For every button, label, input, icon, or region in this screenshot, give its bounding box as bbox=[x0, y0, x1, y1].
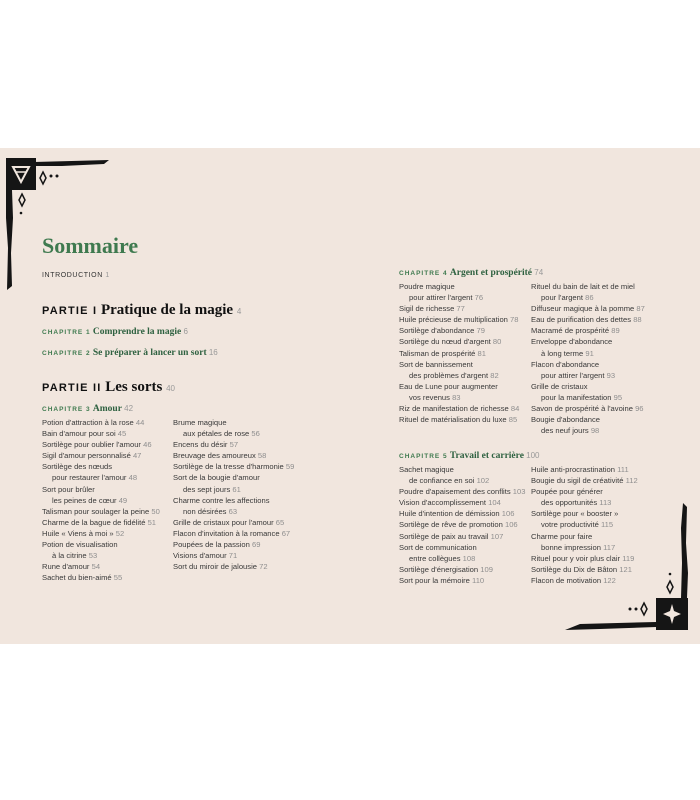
toc-entry bbox=[399, 392, 519, 403]
toc-entry-title: Bougie du sigil de créativité bbox=[531, 476, 624, 486]
toc-entry-title: Charme de la bague de fidélité bbox=[42, 517, 146, 527]
toc-entry-page: 102 bbox=[476, 476, 490, 486]
toc-entry-title: des problèmes d'argent bbox=[409, 370, 489, 380]
toc-entry bbox=[399, 486, 525, 497]
toc-entry-title: Breuvage des amoureux bbox=[173, 451, 256, 461]
toc-entry bbox=[531, 281, 645, 292]
toc-entry-title: Savon de prospérité à l'avoine bbox=[531, 404, 633, 414]
toc-entry bbox=[531, 486, 638, 497]
toc-entry bbox=[531, 392, 645, 403]
toc-entry bbox=[173, 439, 294, 450]
toc-entry-page: 57 bbox=[229, 440, 239, 450]
chapter-2-heading bbox=[42, 348, 218, 358]
toc-entry-title: des neuf jours bbox=[541, 426, 589, 436]
toc-entry-title: des sept jours bbox=[183, 484, 231, 494]
toc-entry-title: non désirées bbox=[183, 506, 227, 516]
chapter-3-entries-col2 bbox=[173, 417, 294, 572]
toc-entry-page: 50 bbox=[151, 506, 160, 516]
introduction-label: INTRODUCTION bbox=[42, 272, 103, 279]
chapter-page: 74 bbox=[534, 268, 544, 277]
toc-entry-page: 89 bbox=[611, 326, 620, 336]
toc-entry bbox=[399, 325, 519, 336]
toc-entry-title: Huile « Viens à moi » bbox=[42, 528, 114, 538]
chapter-name: Se préparer à lancer un sort bbox=[92, 348, 207, 358]
toc-entry-page: 80 bbox=[492, 337, 502, 347]
toc-entry-title: Sortilège des nœuds bbox=[42, 462, 113, 472]
toc-entry-page: 69 bbox=[251, 540, 261, 550]
toc-entry bbox=[173, 450, 294, 461]
toc-entry-title: Eau de purification des dettes bbox=[531, 315, 632, 325]
toc-entry bbox=[173, 550, 294, 561]
introduction-page: 1 bbox=[105, 272, 110, 279]
part-page: 40 bbox=[166, 384, 175, 393]
toc-entry-page: 83 bbox=[452, 392, 461, 402]
toc-entry-page: 103 bbox=[512, 487, 526, 497]
toc-entry bbox=[399, 370, 519, 381]
toc-entry-page: 47 bbox=[132, 451, 142, 461]
toc-entry-title: Sortilège du nœud d'argent bbox=[399, 337, 491, 347]
toc-entry-title: pour l'argent bbox=[541, 293, 583, 303]
part-name: Les sorts bbox=[105, 379, 163, 395]
toc-entry bbox=[399, 464, 525, 475]
toc-entry-title: des opportunités bbox=[541, 498, 598, 508]
chapter-page: 6 bbox=[183, 327, 188, 336]
introduction-entry bbox=[42, 272, 110, 279]
part-2-heading bbox=[42, 379, 175, 396]
toc-entry-page: 55 bbox=[113, 573, 123, 583]
chapter-4-entries-col1 bbox=[399, 281, 519, 425]
toc-entry-page: 78 bbox=[510, 315, 519, 325]
toc-entry bbox=[42, 450, 160, 461]
toc-entry-title: Rituel pour y voir plus clair bbox=[531, 553, 621, 563]
toc-entry-title: Poudre magique bbox=[399, 282, 455, 291]
toc-entry bbox=[399, 381, 519, 392]
toc-entry-title: entre collègues bbox=[409, 553, 461, 563]
toc-entry-title: Sort pour brûler bbox=[42, 484, 95, 494]
toc-entry-title: aux pétales de rose bbox=[183, 429, 250, 439]
toc-entry-title: Sortilège d'abondance bbox=[399, 326, 475, 336]
toc-entry-title: Bain d'amour pour soi bbox=[42, 429, 116, 439]
toc-entry-title: pour attirer l'argent bbox=[541, 370, 605, 380]
toc-entry bbox=[531, 497, 638, 508]
toc-entry-title: Sigil de richesse bbox=[399, 304, 455, 314]
chapter-4-heading bbox=[399, 268, 543, 278]
chapter-label: CHAPITRE 5 bbox=[399, 453, 448, 460]
toc-entry-title: votre productivité bbox=[541, 520, 599, 530]
toc-entry bbox=[399, 336, 519, 347]
toc-entry-title: Rituel de matérialisation du luxe bbox=[399, 415, 507, 425]
toc-entry-page: 95 bbox=[613, 392, 623, 402]
toc-entry-title: bonne impression bbox=[541, 542, 601, 552]
toc-entry-page: 117 bbox=[603, 542, 616, 552]
toc-entry bbox=[399, 292, 519, 303]
toc-entry-page: 93 bbox=[606, 370, 616, 380]
toc-entry bbox=[399, 403, 519, 414]
chapter-name: Travail et carrière bbox=[449, 451, 524, 461]
toc-entry bbox=[42, 550, 160, 561]
chapter-name: Argent et prospérité bbox=[449, 268, 533, 278]
toc-entry bbox=[531, 292, 645, 303]
toc-entry-page: 98 bbox=[590, 426, 600, 436]
toc-entry-page: 82 bbox=[490, 370, 499, 380]
toc-entry-title: Sort de communication bbox=[399, 542, 477, 552]
toc-entry bbox=[173, 472, 294, 483]
toc-entry-title: Grille de cristaux pour l'amour bbox=[173, 517, 274, 527]
chapter-4-entries-col2 bbox=[531, 281, 645, 436]
toc-entry-page: 67 bbox=[281, 528, 291, 538]
toc-entry-title: les peines de cœur bbox=[52, 495, 117, 505]
toc-entry bbox=[531, 542, 638, 553]
toc-entry-page: 81 bbox=[477, 348, 486, 358]
toc-entry-page: 71 bbox=[228, 551, 238, 561]
toc-entry bbox=[42, 572, 160, 583]
toc-entry-title: Sigil d'amour personnalisé bbox=[42, 451, 131, 461]
toc-entry bbox=[531, 575, 638, 586]
toc-entry-page: 84 bbox=[510, 404, 520, 414]
toc-entry bbox=[531, 359, 645, 370]
toc-entry-page: 104 bbox=[488, 498, 501, 508]
toc-entry bbox=[399, 303, 519, 314]
toc-entry bbox=[531, 508, 638, 519]
chapter-name: Comprendre la magie bbox=[92, 327, 182, 337]
toc-entry-title: Sortilège de rêve de promotion bbox=[399, 520, 503, 530]
toc-entry-title: Flacon d'invitation à la romance bbox=[173, 528, 280, 538]
toc-entry-title: Sortilège pour oublier l'amour bbox=[42, 440, 141, 450]
toc-entry-title: Sort de bannissement bbox=[399, 359, 473, 369]
toc-entry bbox=[531, 564, 638, 575]
chapter-name: Amour bbox=[92, 404, 122, 414]
toc-entry-page: 108 bbox=[462, 553, 476, 563]
toc-entry-title: Sort de la bougie d'amour bbox=[173, 473, 260, 483]
chapter-3-heading bbox=[42, 404, 133, 414]
toc-entry-title: Visions d'amour bbox=[173, 551, 227, 561]
toc-entry bbox=[42, 561, 160, 572]
toc-entry-page: 56 bbox=[251, 429, 260, 439]
toc-entry bbox=[399, 542, 525, 553]
toc-entry bbox=[531, 370, 645, 381]
toc-entry-title: Rituel du bain de lait et de miel bbox=[531, 282, 635, 291]
toc-entry bbox=[531, 303, 645, 314]
chapter-page: 100 bbox=[526, 451, 540, 460]
toc-entry-title: Sortilège pour « booster » bbox=[531, 509, 619, 519]
toc-entry bbox=[531, 403, 645, 414]
toc-entry bbox=[173, 517, 294, 528]
toc-entry-title: Talisman pour soulager la peine bbox=[42, 506, 150, 516]
toc-entry-page: 65 bbox=[275, 517, 285, 527]
toc-entry bbox=[531, 531, 638, 542]
toc-entry bbox=[42, 461, 160, 472]
toc-entry bbox=[399, 497, 525, 508]
toc-entry-title: Potion d'attraction à la rose bbox=[42, 418, 134, 427]
toc-entry-page: 110 bbox=[472, 575, 485, 585]
toc-entry-page: 112 bbox=[625, 476, 638, 486]
toc-entry-title: Huile précieuse de multiplication bbox=[399, 315, 508, 325]
toc-entry-page: 91 bbox=[585, 348, 594, 358]
toc-entry-page: 106 bbox=[504, 520, 518, 530]
toc-entry bbox=[173, 561, 294, 572]
toc-entry-page: 121 bbox=[619, 564, 632, 574]
toc-entry-page: 58 bbox=[257, 451, 267, 461]
chapter-label: CHAPITRE 4 bbox=[399, 270, 448, 277]
chapter-label: CHAPITRE 1 bbox=[42, 329, 91, 336]
toc-entry-title: Vision d'accomplissement bbox=[399, 498, 486, 508]
toc-entry-title: Sortilège de paix au travail bbox=[399, 531, 489, 541]
toc-entry-title: Macramé de prospérité bbox=[531, 326, 610, 336]
toc-entry-title: pour la manifestation bbox=[541, 392, 612, 402]
toc-entry bbox=[42, 528, 160, 539]
toc-entry bbox=[173, 539, 294, 550]
toc-entry-title: pour restaurer l'amour bbox=[52, 473, 127, 483]
toc-entry-title: pour attirer l'argent bbox=[409, 293, 473, 303]
toc-entry-title: Bougie d'abondance bbox=[531, 415, 601, 425]
toc-entry-page: 119 bbox=[622, 553, 635, 563]
toc-entry bbox=[531, 336, 645, 347]
toc-entry bbox=[531, 464, 638, 475]
toc-entry-page: 96 bbox=[635, 404, 644, 414]
toc-entry-page: 79 bbox=[476, 326, 485, 336]
toc-entry bbox=[399, 348, 519, 359]
toc-entry bbox=[42, 439, 160, 450]
toc-entry bbox=[42, 472, 160, 483]
toc-entry bbox=[531, 553, 638, 564]
toc-entry bbox=[42, 417, 160, 428]
toc-entry bbox=[399, 475, 525, 486]
toc-entry-title: de confiance en soi bbox=[409, 476, 475, 486]
toc-entry-page: 106 bbox=[501, 509, 515, 519]
toc-entry-page: 107 bbox=[490, 531, 504, 541]
toc-entry-page: 76 bbox=[474, 293, 484, 303]
toc-entry bbox=[399, 519, 525, 530]
chapter-3-entries-col1 bbox=[42, 417, 160, 583]
toc-entry bbox=[173, 495, 294, 506]
toc-entry-page: 72 bbox=[259, 562, 268, 572]
toc-entry-title: Poupée pour générer bbox=[531, 487, 603, 497]
toc-entry-title: Sachet magique bbox=[399, 465, 454, 474]
toc-entry-title: Sortilège de la tresse d'harmonie bbox=[173, 462, 284, 472]
toc-entry-title: Sortilège du Dix de Bâton bbox=[531, 564, 618, 574]
toc-entry-page: 122 bbox=[603, 575, 616, 585]
toc-entry-page: 52 bbox=[115, 528, 125, 538]
toc-entry bbox=[531, 348, 645, 359]
chapter-label: CHAPITRE 2 bbox=[42, 350, 91, 357]
toc-entry-title: Talisman de prospérité bbox=[399, 348, 476, 358]
toc-entry-page: 59 bbox=[285, 462, 295, 472]
toc-entry-title: Sort du miroir de jalousie bbox=[173, 562, 257, 572]
toc-entry-page: 88 bbox=[633, 315, 642, 325]
toc-entry-page: 48 bbox=[128, 473, 138, 483]
part-1-heading bbox=[42, 302, 241, 319]
toc-entry bbox=[531, 475, 638, 486]
toc-entry bbox=[42, 428, 160, 439]
toc-entry bbox=[531, 425, 645, 436]
chapter-label: CHAPITRE 3 bbox=[42, 406, 91, 413]
chapter-page: 42 bbox=[124, 404, 134, 413]
toc-entry-title: à la citrine bbox=[52, 551, 87, 561]
toc-entry bbox=[42, 517, 160, 528]
part-page: 4 bbox=[236, 307, 242, 316]
toc-entry-title: Eau de Lune pour augmenter bbox=[399, 381, 498, 391]
toc-entry-title: Huile anti-procrastination bbox=[531, 465, 615, 474]
toc-entry bbox=[42, 484, 160, 495]
chapter-page: 16 bbox=[208, 348, 218, 357]
toc-entry-title: Sort pour la mémoire bbox=[399, 575, 470, 585]
part-label: PARTIE II bbox=[42, 382, 102, 394]
contents-page bbox=[0, 148, 700, 644]
chapter-5-heading bbox=[399, 451, 540, 461]
toc-entry-title: à long terme bbox=[541, 348, 584, 358]
toc-entry bbox=[173, 461, 294, 472]
toc-entry bbox=[531, 414, 645, 425]
toc-entry-page: 51 bbox=[147, 517, 157, 527]
toc-entry bbox=[173, 506, 294, 517]
toc-entry-title: Riz de manifestation de richesse bbox=[399, 404, 509, 414]
toc-entry-page: 45 bbox=[117, 429, 127, 439]
toc-entry-title: Sachet du bien-aimé bbox=[42, 573, 112, 583]
chapter-5-entries-col2 bbox=[531, 464, 638, 586]
toc-entry-title: Sortilège d'énergisation bbox=[399, 564, 479, 574]
toc-entry bbox=[399, 553, 525, 564]
toc-entry-page: 109 bbox=[480, 564, 493, 574]
toc-entry-page: 115 bbox=[600, 520, 614, 530]
toc-entry-title: Flacon de motivation bbox=[531, 575, 602, 585]
toc-entry bbox=[399, 359, 519, 370]
toc-entry bbox=[531, 519, 638, 530]
toc-entry-page: 113 bbox=[599, 498, 612, 508]
toc-entry bbox=[42, 539, 160, 550]
toc-entry-title: Flacon d'abondance bbox=[531, 359, 600, 369]
toc-entry bbox=[42, 506, 160, 517]
toc-entry-page: 44 bbox=[135, 418, 145, 427]
toc-entry-page: 111 bbox=[617, 465, 629, 474]
toc-entry-title: Huile d'intention de démission bbox=[399, 509, 500, 519]
toc-entry-title: Brume magique bbox=[173, 418, 227, 427]
chapter-1-heading bbox=[42, 327, 188, 337]
toc-entry-title: Encens du désir bbox=[173, 440, 228, 450]
toc-entry bbox=[399, 575, 525, 586]
toc-entry-title: vos revenus bbox=[409, 392, 450, 402]
toc-entry-page: 61 bbox=[232, 484, 241, 494]
toc-entry-title: Grille de cristaux bbox=[531, 381, 588, 391]
toc-entry-page: 63 bbox=[228, 506, 238, 516]
toc-entry-title: Charme pour faire bbox=[531, 531, 593, 541]
chapter-5-entries-col1 bbox=[399, 464, 525, 586]
toc-entry-page: 54 bbox=[91, 562, 101, 572]
toc-entry-title: Poudre d'apaisement des conflits bbox=[399, 487, 511, 497]
toc-entry-page: 77 bbox=[456, 304, 465, 314]
toc-entry-page: 86 bbox=[585, 293, 594, 303]
toc-entry-title: Charme contre les affections bbox=[173, 495, 270, 505]
toc-entry bbox=[399, 508, 525, 519]
toc-entry bbox=[399, 281, 519, 292]
toc-entry bbox=[173, 417, 294, 428]
toc-entry bbox=[531, 381, 645, 392]
toc-entry-title: Potion de visualisation bbox=[42, 540, 118, 550]
toc-entry bbox=[531, 325, 645, 336]
toc-entry-page: 49 bbox=[118, 495, 128, 505]
toc-entry bbox=[399, 531, 525, 542]
part-label: PARTIE I bbox=[42, 305, 98, 317]
toc-entry bbox=[399, 564, 525, 575]
toc-entry bbox=[399, 414, 519, 425]
part-name: Pratique de la magie bbox=[100, 302, 234, 318]
toc-entry bbox=[173, 428, 294, 439]
toc-entry-title: Poupées de la passion bbox=[173, 540, 250, 550]
toc-entry bbox=[531, 314, 645, 325]
toc-entry bbox=[173, 484, 294, 495]
page-title: Sommaire bbox=[42, 233, 139, 258]
toc-entry-page: 53 bbox=[88, 551, 98, 561]
toc-entry-title: Rune d'amour bbox=[42, 562, 90, 572]
toc-entry-page: 87 bbox=[636, 304, 645, 314]
toc-entry bbox=[42, 495, 160, 506]
toc-entry bbox=[173, 528, 294, 539]
toc-entry-page: 85 bbox=[508, 415, 518, 425]
toc-entry bbox=[399, 314, 519, 325]
toc-entry-title: Enveloppe d'abondance bbox=[531, 337, 613, 347]
toc-entry-title: Diffuseur magique à la pomme bbox=[531, 304, 635, 314]
toc-entry-page: 46 bbox=[143, 440, 152, 450]
